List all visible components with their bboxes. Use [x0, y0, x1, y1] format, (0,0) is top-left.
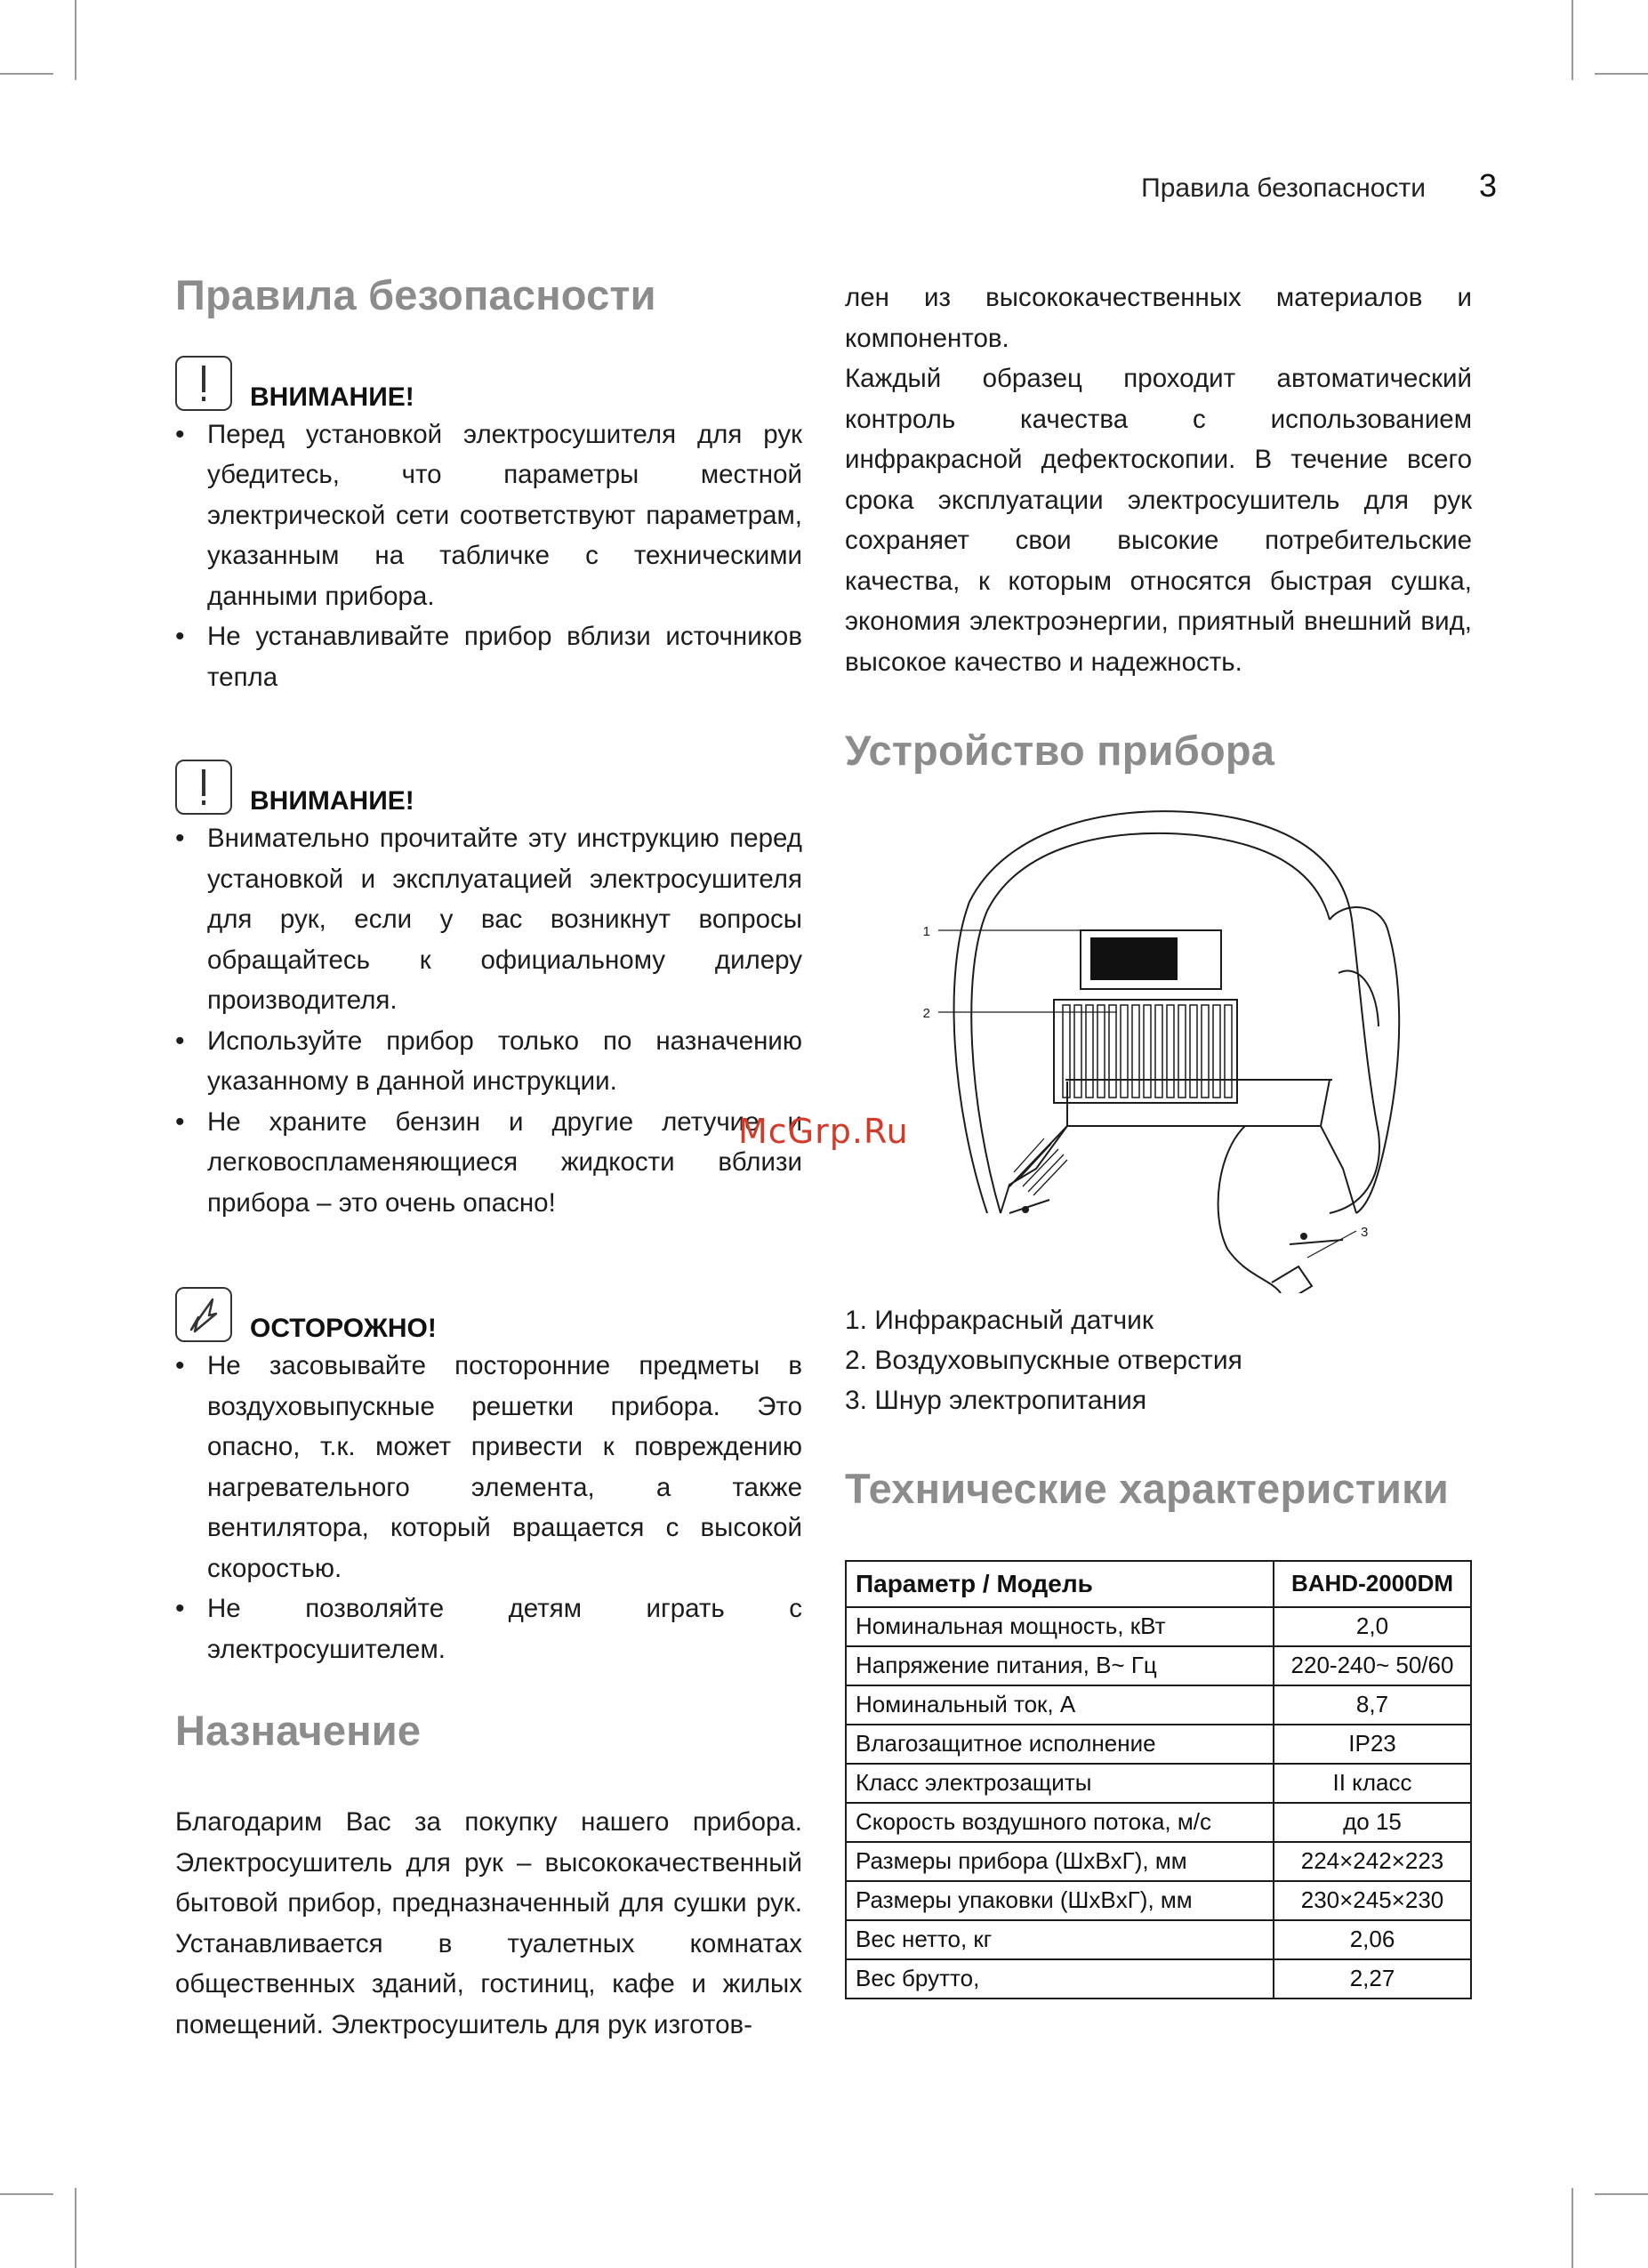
- table-cell: Вес нетто, кг: [846, 1920, 1274, 1959]
- purpose-paragraph: Благодарим Вас за покупку нашего прибора. Электросушитель для рук – высококачественный бытовой прибор, предназначенный для сушки рук. Устанавливается в туалетных комнатах общественных зданий, гостиниц, кафе и жилых помещений. Электросушитель для рук изготов-: [175, 1807, 802, 2039]
- crop-mark: [1572, 2188, 1573, 2268]
- warning-block-1: [175, 347, 802, 698]
- list-item: • Перед установкой электросушителя для рук убедитесь, что параметры местной электрической сети соответствуют параметрам, указанным на табличке с техническими данными прибора.: [175, 414, 802, 617]
- callout-2: 2: [922, 1005, 930, 1021]
- running-header: [1141, 167, 1497, 205]
- watermark: McGrp.Ru: [738, 1112, 909, 1151]
- table-cell: Класс электрозащиты: [846, 1764, 1274, 1803]
- crop-mark: [75, 0, 76, 80]
- table-row: [846, 1803, 1471, 1842]
- table-cell: 2,06: [1274, 1920, 1471, 1959]
- exclamation-icon: [175, 760, 232, 815]
- crop-mark: [1595, 73, 1648, 75]
- table-row: [846, 1842, 1471, 1881]
- table-row: [846, 1607, 1471, 1646]
- crop-mark: [0, 2193, 53, 2195]
- table-cell: 224×242×223: [1274, 1842, 1471, 1881]
- warning-list: [175, 1346, 802, 1669]
- device-diagram: [845, 795, 1472, 1293]
- electric-hazard-icon: [175, 1287, 232, 1342]
- callout-1: 1: [922, 923, 930, 939]
- warning-list: [175, 818, 802, 1223]
- table-cell: Скорость воздушного потока, м/с: [846, 1803, 1274, 1842]
- table-row: [846, 1725, 1471, 1764]
- exclamation-icon: [175, 356, 232, 411]
- table-row: [846, 1881, 1471, 1920]
- warning-block-3: [175, 1278, 802, 1669]
- table-cell: 2,27: [1274, 1959, 1471, 1999]
- table-cell: до 15: [1274, 1803, 1471, 1842]
- table-cell: Влагозащитное исполнение: [846, 1725, 1274, 1764]
- table-cell: 230×245×230: [1274, 1881, 1471, 1920]
- air-vent-slats: [1063, 1005, 1232, 1098]
- crop-mark: [75, 2188, 76, 2268]
- table-cell: II класс: [1274, 1764, 1471, 1803]
- table-row: [846, 1764, 1471, 1803]
- right-column: [845, 277, 1472, 1999]
- table-cell: 2,0: [1274, 1607, 1471, 1646]
- table-cell: Размеры упаковки (ШxВxГ), мм: [846, 1881, 1274, 1920]
- list-item: • Не устанавливайте прибор вблизи источников тепла: [175, 616, 802, 697]
- table-cell: Напряжение питания, В~ Гц: [846, 1646, 1274, 1685]
- table-header-cell: Параметр / Модель: [846, 1561, 1274, 1607]
- warning-block-2: [175, 751, 802, 1223]
- crop-mark: [1595, 2193, 1648, 2195]
- hand-dryer-illustration: [845, 795, 1472, 1293]
- table-row: [846, 1959, 1471, 1999]
- left-column: [175, 267, 802, 2045]
- section-title-specs: Технические характеристики: [845, 1464, 1449, 1512]
- table-cell: 220-240~ 50/60: [1274, 1646, 1471, 1685]
- table-row: [846, 1646, 1471, 1685]
- crop-mark: [0, 73, 53, 75]
- parts-list: [845, 1300, 1472, 1420]
- table-cell: Размеры прибора (ШxВxГ), мм: [846, 1842, 1274, 1881]
- list-item: 2. Воздуховыпускные отверстия: [845, 1345, 1242, 1375]
- specs-table: [845, 1560, 1472, 1999]
- table-row: [846, 1685, 1471, 1725]
- list-item: • Внимательно прочитайте эту инструкцию перед установкой и эксплуатацией электросушителя для рук, если у вас возникнут вопросы обращайтесь к официальному дилеру производителя.: [175, 818, 802, 1021]
- table-cell: Номинальный ток, А: [846, 1685, 1274, 1725]
- table-row: [846, 1920, 1471, 1959]
- list-item: 3. Шнур электропитания: [845, 1385, 1147, 1415]
- running-title: Правила безопасности: [1141, 173, 1426, 203]
- list-item: • Не храните бензин и другие летучие и легковоспламеняющиеся жидкости вблизи прибора – это очень опасно!: [175, 1102, 802, 1224]
- table-cell: Вес брутто,: [846, 1959, 1274, 1999]
- callout-3: 3: [1361, 1224, 1369, 1240]
- continuation-paragraph: лен из высококачественных материалов и компонентов.: [845, 283, 1472, 353]
- list-item: • Не засовывайте посторонние предметы в воздуховыпускные решетки прибора. Это опасно, т.к. может привести к повреждению нагревательного элемента, а также вентилятора, который вращается с высокой скоростью.: [175, 1346, 802, 1588]
- section-title-device: Устройство прибора: [845, 727, 1275, 774]
- list-item: • Не позволяйте детям играть с электросушителем.: [175, 1588, 802, 1669]
- section-title-purpose: Назначение: [175, 1707, 422, 1755]
- list-item: • Используйте прибор только по назначению указанному в данной инструкции.: [175, 1021, 802, 1102]
- table-header-cell: BAHD-2000DM: [1274, 1561, 1471, 1607]
- warning-label: ОСТОРОЖНО!: [250, 1314, 437, 1344]
- list-item: 1. Инфракрасный датчик: [845, 1305, 1154, 1335]
- crop-mark: [1572, 0, 1573, 80]
- table-cell: 8,7: [1274, 1685, 1471, 1725]
- section-title-safety: Правила безопасности: [175, 271, 656, 318]
- page-number: 3: [1478, 167, 1497, 204]
- warning-list: [175, 414, 802, 698]
- warning-label: ВНИМАНИЕ!: [250, 786, 414, 816]
- table-cell: Номинальная мощность, кВт: [846, 1607, 1274, 1646]
- table-cell: IP23: [1274, 1725, 1471, 1764]
- quality-paragraph: Каждый образец проходит автоматический контроль качества с использованием инфракрасной дефектоскопии. В течение всего срока эксплуатации электросушитель для рук сохраняет свои высокие потребительские качества, к которым относятся быстрая сушка, экономия электроэнергии, приятный внешний вид, высокое качество и надежность.: [845, 364, 1472, 677]
- warning-label: ВНИМАНИЕ!: [250, 382, 414, 412]
- table-header-row: [846, 1561, 1471, 1607]
